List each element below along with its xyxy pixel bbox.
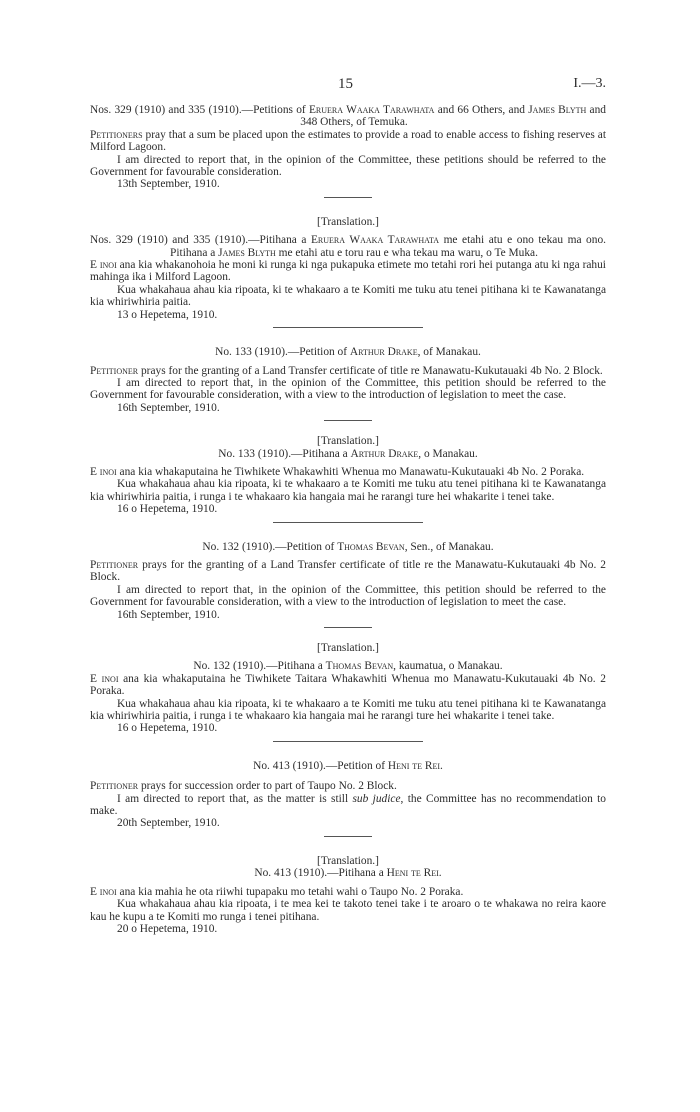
petition-prayer: Petitioner prays for the granting of a Land Transfer certificate of title re Manawatu-Kukutauaki 4b No. 2 Block. <box>90 364 603 377</box>
translation-title: [Translation.] <box>317 215 379 228</box>
petition-heading: No. 132 (1910).—Petition of Thomas Bevan, Sen., of Manakau. <box>202 540 494 553</box>
document-page <box>90 78 606 935</box>
translation-date: 20 o Hepetema, 1910. <box>117 922 218 935</box>
translation-heading: No. 413 (1910).—Pitihana a Heni te Rei. <box>254 867 442 880</box>
translation-date: 13 o Hepetema, 1910. <box>117 308 218 321</box>
petition-prayer: Petitioner prays for succession order to part of Taupo No. 2 Block. <box>90 780 397 793</box>
page-header <box>90 78 606 98</box>
report-date: 20th September, 1910. <box>117 817 220 830</box>
translation-prayer: E inoi ana kia mahia he ota riiwhi tupapaku mo tetahi wahi o Taupo No. 2 Poraka. <box>90 885 464 898</box>
committee-report: I am directed to report that, as the matter is still sub judice, the Committee has no recommendation to make. <box>90 792 606 818</box>
translation-prayer: E inoi ana kia whakaputaina he Tiwhikete Taitara Whakawhiti Whenua mo Manawatu-Kukutauaki 4b No. 2 Poraka. <box>90 672 606 698</box>
committee-report: I am directed to report that, in the opinion of the Committee, these petitions should be referred to the Government for favourable consideration. <box>90 153 606 179</box>
petition-prayer: Petitioners pray that a sum be placed upon the estimates to provide a road to enable access to fishing reserves at Milford Lagoon. <box>90 128 606 154</box>
report-date: 16th September, 1910. <box>117 401 220 414</box>
translation-heading: No. 133 (1910).—Pitihana a Arthur Drake, o Manakau. <box>218 447 478 460</box>
translation-heading: Nos. 329 (1910) and 335 (1910).—Pitihana a Eruera Waaka Tarawhata me etahi atu e ono tekau ma ono. Pitihana a James Blyth me etahi atu e toru rau e wha tekau ma waru, o Te Muka. <box>90 234 606 259</box>
report-date: 13th September, 1910. <box>117 178 220 191</box>
translation-report: Kua whakahaua ahau kia ripoata, ki te whakaaro a te Komiti me tuku atu tenei pitihana ki te Kawanatanga kia whiriwhiria paitia, i runga i te whakaaro kia hangaia mai he rarangi ture hei whakarite i tenei take. <box>90 697 606 723</box>
committee-report: I am directed to report that, in the opinion of the Committee, this petition should be referred to the Government for favourable consideration, with a view to the introduction of legislation to meet the case. <box>90 583 606 609</box>
translation-title: [Translation.] <box>317 854 379 867</box>
petition-prayer: Petitioner prays for the granting of a Land Transfer certificate of title re the Manawatu-Kukutauaki 4b No. 2 Block. <box>90 558 606 584</box>
translation-title: [Translation.] <box>317 642 379 654</box>
translation-prayer: E inoi ana kia whakanohoia he moni ki runga ki nga pukapuka etimete mo tetahi rori hei putanga atu ki nga rahui mahinga ika i Milford Lagoon. <box>90 259 606 284</box>
paper-code: I.—3. <box>573 76 606 91</box>
committee-report: I am directed to report that, in the opinion of the Committee, this petition should be referred to the Government for favourable consideration, with a view to the introduction of legislation to meet the case. <box>90 376 606 402</box>
translation-report: Kua whakahaua ahau kia ripoata, ki te whakaaro a te Komiti me tuku atu tenei pitihana ki te Kawanatanga kia whiriwhiria paitia, i runga i te whakaaro kia hangaia mai he rarangi ture hei whakarite i tenei take. <box>90 478 606 503</box>
translation-report: Kua whakahaua ahau kia ripoata, i te mea kei te takoto tenei take i te aroaro o te whakawa no reira kaore kau he kupu a te Komiti mo runga i tenei pitihana. <box>90 898 606 923</box>
translation-title: [Translation.] <box>317 435 379 448</box>
page-number: 15 <box>338 76 353 92</box>
report-date: 16th September, 1910. <box>117 608 220 621</box>
translation-date: 16 o Hepetema, 1910. <box>117 503 218 516</box>
petition-heading: No. 133 (1910).—Petition of Arthur Drake, of Manakau. <box>215 346 481 359</box>
petition-heading: No. 413 (1910).—Petition of Heni te Rei. <box>253 759 443 772</box>
translation-date: 16 o Hepetema, 1910. <box>117 722 218 735</box>
petition-heading: Nos. 329 (1910) and 335 (1910).—Petitions of Eruera Waaka Tarawhata and 66 Others, and James Blyth and 348 Others, of Temuka. <box>90 104 606 129</box>
translation-report: Kua whakahaua ahau kia ripoata, ki te whakaaro a te Komiti me tuku atu tenei pitihana ki te Kawanatanga kia whiriwhiria paitia. <box>90 283 606 309</box>
translation-prayer: E inoi ana kia whakaputaina he Tiwhikete Whakawhiti Whenua mo Manawatu-Kukutauaki 4b No. 2 Poraka. <box>90 465 585 478</box>
translation-heading: No. 132 (1910).—Pitihana a Thomas Bevan, kaumatua, o Manakau. <box>193 660 503 673</box>
